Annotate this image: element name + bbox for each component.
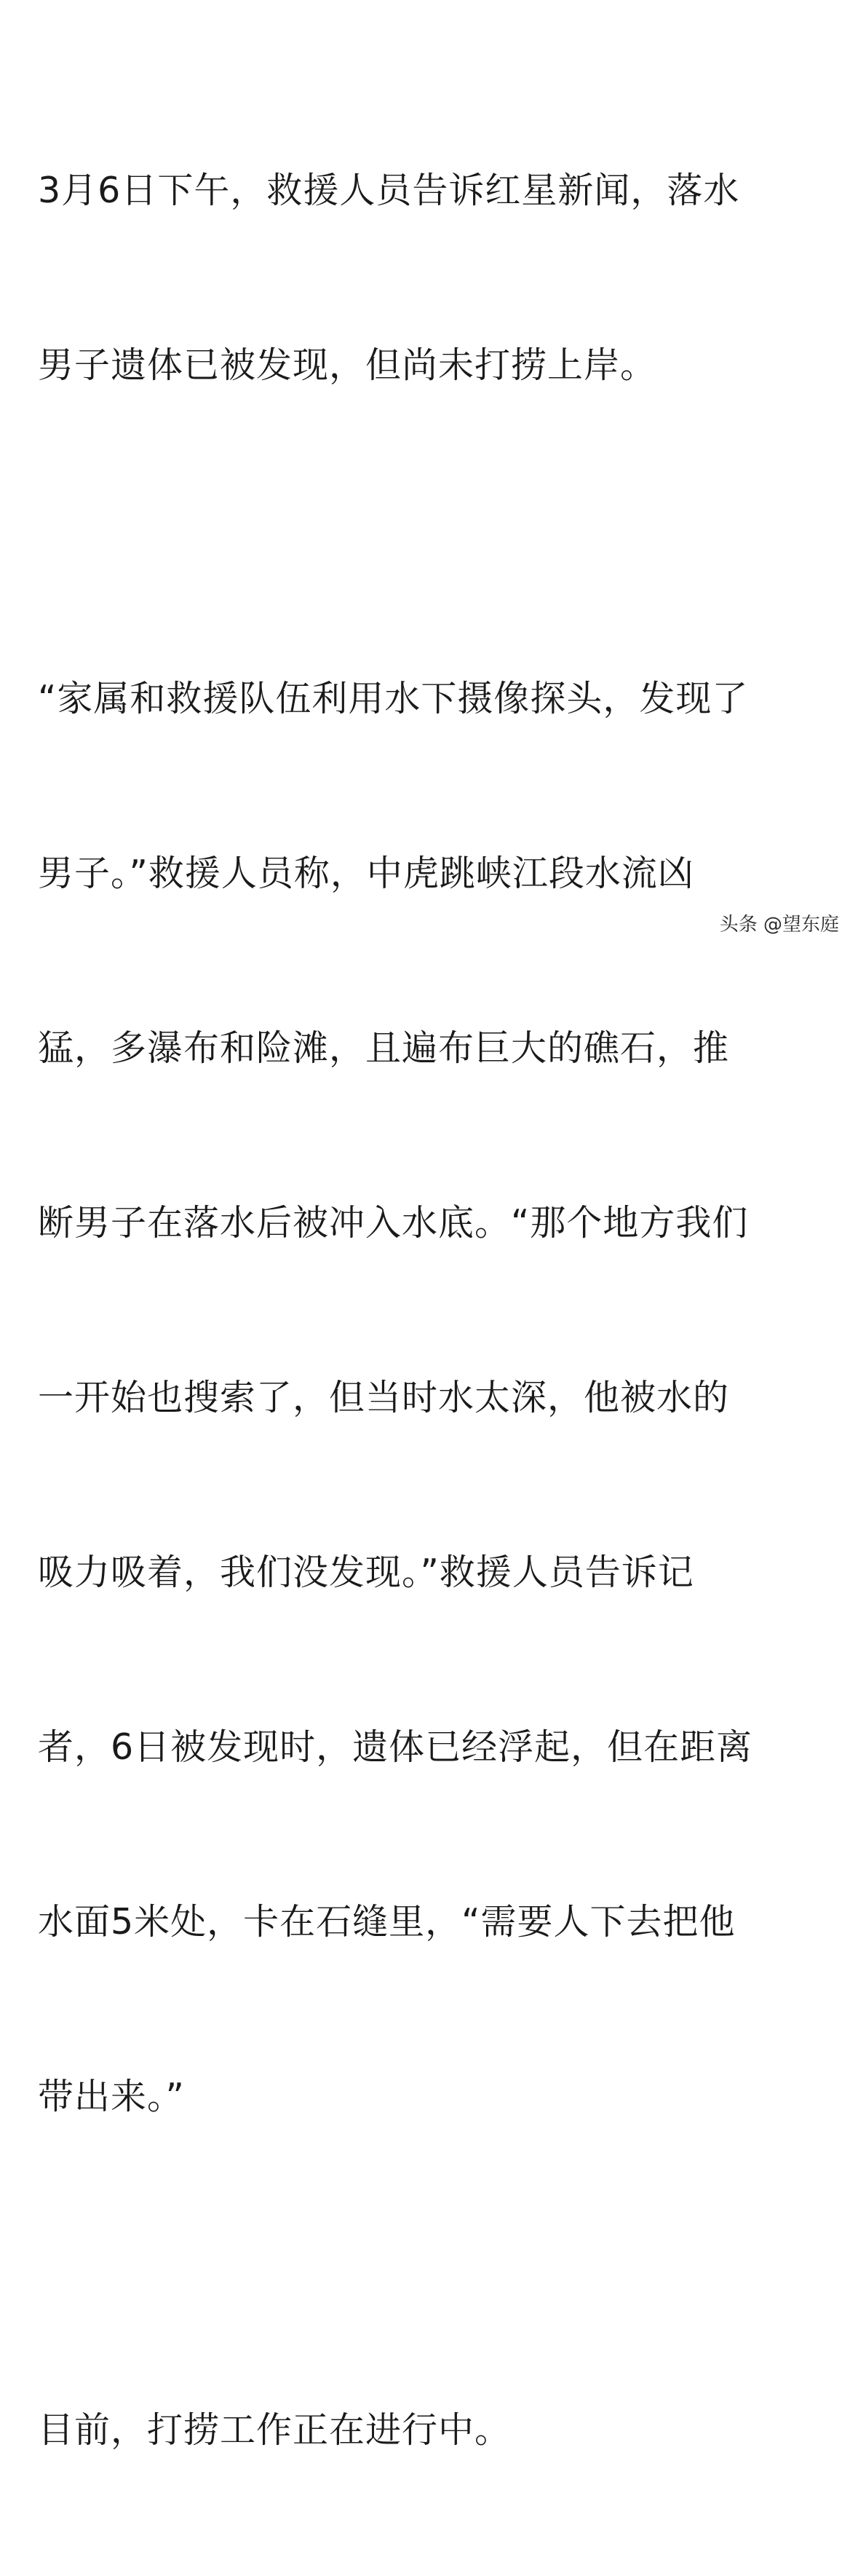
text-line: 男子。”救援人员称，中虎跳峡江段水流凶 — [38, 853, 694, 894]
text-line: 目前，打捞工作正在进行中。 — [38, 2409, 512, 2451]
article-body — [38, 45, 824, 2576]
paragraph-3 — [38, 2285, 824, 2576]
paragraph-2 — [38, 553, 824, 2243]
paragraph-1 — [38, 45, 824, 511]
text-line: 者，6日被发现时，遗体已经浮起，但在距离 — [38, 1726, 753, 1768]
text-line: 断男子在落水后被冲入水底。“那个地方我们 — [38, 1202, 749, 1244]
text-line: “家属和救援队伍利用水下摄像探头，发现了 — [38, 678, 749, 719]
text-line: 一开始也搜索了，但当时水太深，他被水的 — [38, 1377, 730, 1418]
text-line: 带出来。” — [38, 2076, 185, 2117]
text-line: 吸力吸着，我们没发现。”救援人员告诉记 — [38, 1552, 694, 1593]
text-line: 男子遗体已被发现，但尚未打捞上岸。 — [38, 344, 657, 386]
text-line: 3月6日下午，救援人员告诉红星新闻，落水 — [38, 170, 740, 211]
text-line: 猛，多瀑布和险滩，且遍布巨大的礁石，推 — [38, 1027, 730, 1069]
text-line: 水面5米处，卡在石缝里，“需要人下去把他 — [38, 1901, 736, 1943]
source-watermark: 头条 @望东庭 — [719, 914, 839, 936]
